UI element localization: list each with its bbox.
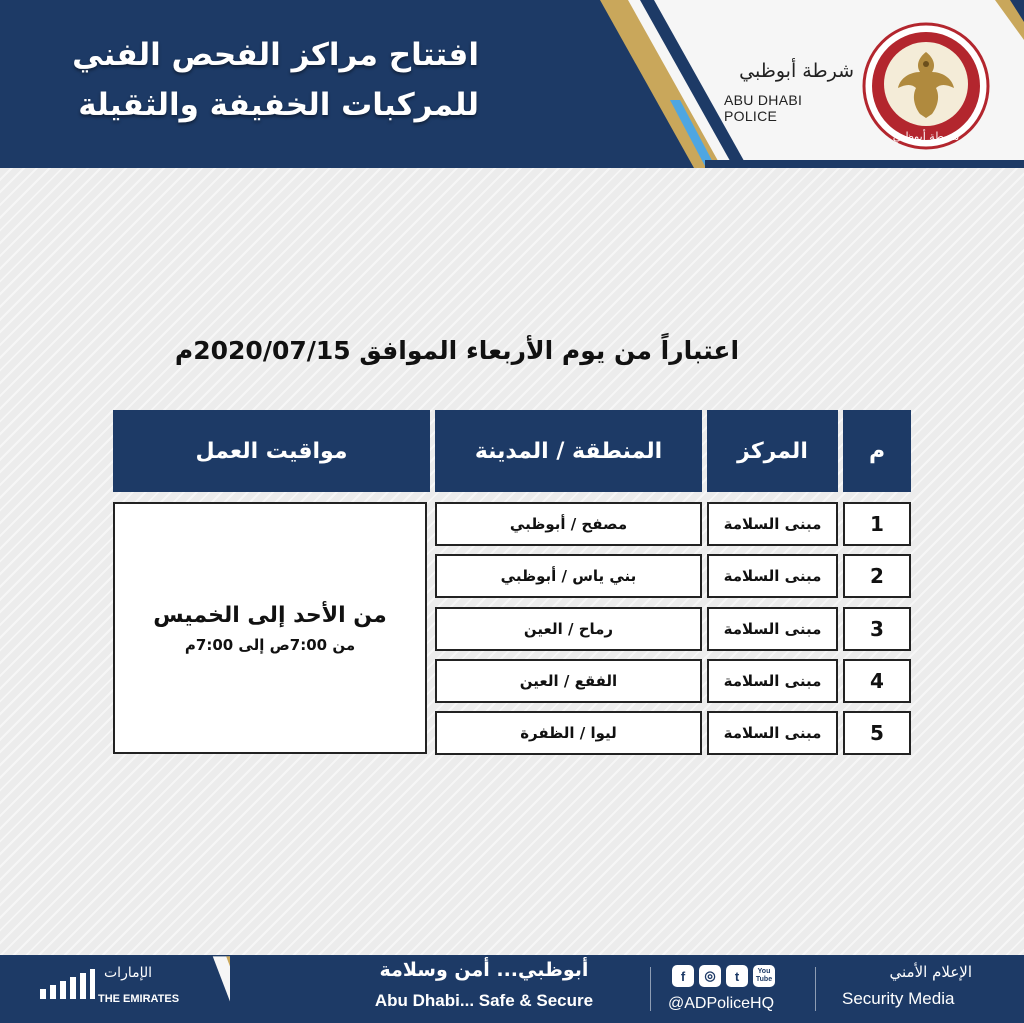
social-icons — [672, 965, 775, 987]
abu-dhabi-police-emblem — [860, 22, 992, 150]
footer-divider — [815, 967, 816, 1011]
table-row-5-num: 5 — [843, 711, 911, 755]
table-row-1-area: مصفح / أبوظبي — [435, 502, 702, 546]
table-row-2-area: بني ياس / أبوظبي — [435, 554, 702, 598]
table-row-3-center: مبنى السلامة — [707, 607, 838, 651]
table-row-3-num: 3 — [843, 607, 911, 651]
table-row-2-num: 2 — [843, 554, 911, 598]
working-hours-cell — [113, 502, 427, 754]
table-row-4-area: الفقع / العين — [435, 659, 702, 703]
table-row-2-center: مبنى السلامة — [707, 554, 838, 598]
table-row-3-area: رماح / العين — [435, 607, 702, 651]
footer-divider — [650, 967, 651, 1011]
slogan-english: Abu Dhabi... Safe & Secure — [374, 991, 594, 1010]
emirates-name-arabic: الإمارات — [104, 965, 153, 981]
police-name-arabic: شرطة أبوظبي — [739, 60, 854, 82]
emirates-name-english: THE EMIRATES — [98, 993, 180, 1005]
table-header-num: م — [843, 410, 911, 492]
youtube-icon[interactable]: You Tube — [753, 965, 775, 987]
table-header-hours: مواقيت العمل — [113, 410, 430, 492]
svg-text:شرطة أبوظبي: شرطة أبوظبي — [892, 130, 960, 143]
facebook-icon[interactable]: f — [672, 965, 694, 987]
working-time: من 7:00ص إلى 7:00م — [184, 635, 356, 654]
twitter-icon[interactable]: t — [726, 965, 748, 987]
table-row-1-num: 1 — [843, 502, 911, 546]
header-banner — [0, 0, 1024, 168]
title-line-1: افتتاح مراكز الفحص الفني — [72, 37, 479, 73]
instagram-icon[interactable]: ◎ — [699, 965, 721, 987]
emirates-logo-icon — [38, 967, 96, 1003]
title-line-2: للمركبات الخفيفة والثقيلة — [78, 87, 479, 123]
table-header-center: المركز — [707, 410, 838, 492]
table-row-4-num: 4 — [843, 659, 911, 703]
effective-date-heading: اعتباراً من يوم الأربعاء الموافق 2020/07/15م — [174, 336, 740, 365]
social-handle[interactable]: @ADPoliceHQ — [668, 995, 775, 1012]
table-row-5-area: ليوا / الظفرة — [435, 711, 702, 755]
working-days: من الأحد إلى الخميس — [153, 602, 387, 628]
table-header-area: المنطقة / المدينة — [435, 410, 702, 492]
security-media-english: Security Media — [842, 989, 955, 1008]
table-row-4-center: مبنى السلامة — [707, 659, 838, 703]
police-name-english: ABU DHABI POLICE — [724, 92, 803, 124]
table-row-1-center: مبنى السلامة — [707, 502, 838, 546]
footer-bar — [0, 955, 1024, 1023]
security-media-arabic: الإعلام الأمني — [889, 963, 972, 981]
page-title — [19, 30, 479, 130]
table-row-5-center: مبنى السلامة — [707, 711, 838, 755]
slogan-arabic: أبوظبي... أمن وسلامة — [379, 959, 589, 981]
